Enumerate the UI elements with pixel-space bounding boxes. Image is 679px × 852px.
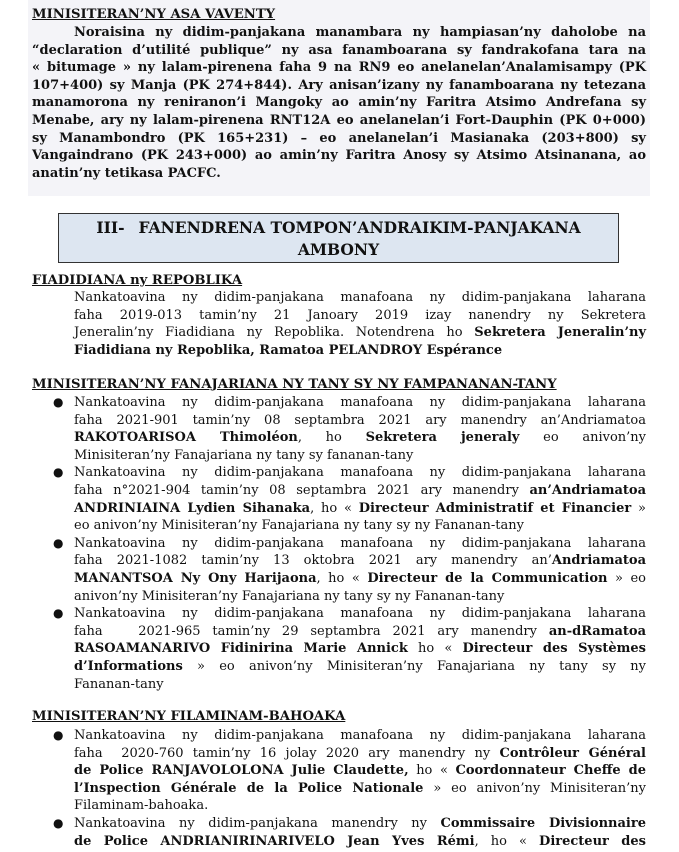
text-span: faha 2020-760 tamin’ny 16 jolay 2020 ary manendry ny: [74, 745, 491, 761]
bold-text: ANDRINIAINA Lydien Sihanaka: [74, 500, 311, 516]
bold-text: Contrôleur Général: [499, 745, 646, 761]
bullet-icon: ●: [53, 535, 64, 550]
text-line: Fananan-tany: [74, 676, 164, 692]
text-line: faha 2019-013 tamin’ny 21 Janoary 2019 izay nanendry ny Sekretera: [74, 307, 646, 323]
text-span: »: [638, 500, 646, 516]
list-item: [53, 815, 646, 850]
text-line: [74, 324, 646, 342]
text-span: » eo: [615, 570, 646, 586]
text-line: anivon’ny Minisiteran’ny Fanajariana ny tany sy ny Fananan-tany: [74, 588, 505, 604]
list-item: [53, 464, 646, 534]
text-line: 107+400) sy Manja (PK 274+844). Ary anisan’izany ny fanamboarana ny tetezana: [32, 77, 646, 93]
fanajariana-list: [53, 394, 647, 693]
bold-text: Directeur Administratif et Financier: [358, 500, 632, 516]
section-heading-box: [58, 213, 619, 263]
bullet-icon: ●: [53, 815, 64, 830]
filaminam-heading: MINISITERAN’NY FILAMINAM-BAHOAKA: [32, 709, 346, 724]
paragraph: [74, 289, 646, 359]
filaminam-list: [53, 727, 646, 850]
bullet-icon: ●: [53, 728, 64, 742]
bold-text: Directeur de la Communication: [367, 570, 608, 586]
bold-text: RAKOTOARISOA Thimoléon: [74, 430, 298, 446]
text-line: Nankatoavina ny didim-panjakana manafoana ny didim-panjakana laharana: [74, 728, 646, 743]
bold-text: Sekretera Jeneralin’ny: [474, 325, 646, 341]
bold-text: RASOAMANARIVO Fidinirina Marie Annick: [74, 641, 408, 657]
text-span: ho «: [416, 763, 448, 779]
bold-text: Sekretera jeneraly: [365, 430, 520, 446]
text-line: sy Manambondro (PK 165+231) – eo anelanelan’i Masianaka (203+800) sy: [32, 130, 646, 146]
text-span: , ho «: [310, 500, 352, 516]
bold-text: de Police RANJAVOLOLONA Julie Claudette,: [74, 763, 409, 779]
asa-vaventy-heading: MINISITERAN’NY ASA VAVENTY: [32, 7, 276, 22]
text-line: “declaration d’utilité publique” ny asa fanamboarana sy fandrakofana tara na: [32, 42, 646, 58]
list-item: [53, 727, 646, 815]
text-line: manamorona ny reniranon’i Mangoky ao amin’ny Faritra Atsimo Andrefana sy: [32, 95, 646, 111]
text-line: [74, 815, 646, 833]
text-line: Nankatoavina ny didim-panjakana manafoana ny didim-panjakana laharana: [74, 290, 646, 305]
asa-vaventy-paragraph: [32, 24, 646, 182]
bold-text: an’Andriamatoa: [529, 482, 646, 498]
text-line: Nankatoavina ny didim-panjakana manafoana ny didim-panjakana laharana: [74, 606, 646, 622]
text-line: Minisiteran’ny Fanajariana ny tany sy fananan-tany: [74, 447, 414, 463]
bold-text: an-dRamatoa: [548, 623, 646, 639]
bold-text: Andriamatoa: [551, 553, 646, 569]
text-line: [74, 429, 646, 447]
text-line: Filaminam-bahoaka.: [74, 798, 209, 814]
fiadidiana-heading: FIADIDIANA ny REPOBLIKA: [32, 273, 243, 288]
text-line: Menabe, ary ny lalam-pirenena RNT12A eo anelanelan’i Fort-Dauphin (PK 0+000): [32, 112, 646, 128]
text-line: [74, 552, 646, 570]
bold-text: Directeur des Systèmes: [462, 641, 646, 657]
text-line: Nankatoavina ny didim-panjakana manafoana ny didim-panjakana laharana: [74, 395, 646, 410]
text-line: faha 2021-901 tamin’ny 08 septambra 2021 ary manendry an’Andriamatoa: [74, 412, 646, 428]
text-line: [74, 342, 646, 360]
bold-text: Fiadidiana ny Repoblika, Ramatoa PELANDROY Espérance: [74, 342, 503, 358]
text-line: Nankatoavina ny didim-panjakana manafoana ny didim-panjakana laharana: [74, 465, 646, 481]
text-span: eo anivon’ny: [543, 430, 647, 446]
text-line: Nankatoavina ny didim-panjakana manafoana ny didim-panjakana laharana: [74, 535, 646, 551]
bullet-icon: ●: [53, 465, 64, 480]
fiadidiana-paragraph: [74, 289, 646, 359]
text-line: [74, 658, 646, 676]
text-line: « bitumage » ny lalam-pirenena faha 9 na RN9 eo anelanelan’Analamisampy (PK: [32, 60, 646, 76]
bold-text: Directeur des: [539, 833, 646, 849]
text-line: [74, 640, 646, 658]
text-span: faha n°2021-904 tamin’ny 08 septambra 2021 ary manendry: [74, 482, 519, 498]
bullet-icon: ●: [53, 606, 64, 621]
text-span: » eo anivon’ny Minisiteran’ny Fanajariana ny tany sy ny: [197, 658, 646, 674]
text-line: [74, 780, 646, 798]
list-item: [53, 394, 647, 464]
text-span: Jeneralin’ny Fiadidiana ny Repoblika. Notendrena ho: [74, 325, 463, 341]
text-span: Nankatoavina ny didim-panjakana manendry ny: [74, 815, 427, 831]
bold-text: Coordonnateur Cheffe de: [455, 763, 646, 779]
text-line: eo anivon’ny Minisiteran’ny Fanajariana ny tany sy ny Fananan-tany: [74, 518, 524, 534]
bullet-icon: ●: [53, 395, 64, 409]
text-line: [74, 570, 646, 588]
text-line: anatin’ny tetikasa PACFC.: [32, 165, 221, 181]
text-line: [74, 500, 646, 518]
text-line: Vangaindrano (PK 243+000) ao amin’ny Faritra Anosy sy Atsimo Atsinanana, ao: [32, 148, 646, 164]
list-item: [53, 535, 646, 605]
text-line: [74, 623, 646, 641]
fanajariana-heading: MINISITERAN’NY FANAJARIANA NY TANY SY NY FAMPANANAN-TANY: [32, 377, 557, 392]
text-line: Noraisina ny didim-panjakana manambara ny hampiasan’ny daholobe na: [74, 25, 646, 40]
text-span: » eo anivon’ny Minisiteran’ny: [433, 780, 646, 796]
bold-text: l’Inspection Générale de la Police Nationale: [74, 780, 424, 796]
text-span: , ho «: [474, 833, 527, 849]
text-line: [74, 482, 646, 500]
text-line: [74, 745, 646, 763]
text-line: [74, 833, 646, 851]
text-span: faha 2021-1082 tamin’ny 13 oktobra 2021 ary manendry an’: [74, 553, 552, 569]
text-span: , ho: [297, 430, 342, 446]
text-line: [74, 762, 646, 780]
section-title-line2: AMBONY: [297, 240, 380, 259]
bold-text: Commissaire Divisionnaire: [440, 815, 646, 831]
text-span: faha 2021-965 tamin’ny 29 septambra 2021 ary manendry: [74, 623, 537, 639]
text-span: ho «: [418, 641, 453, 657]
text-span: , ho «: [316, 570, 360, 586]
bold-text: de Police ANDRIANIRINARIVELO Jean Yves Rémi: [74, 833, 475, 849]
list-item: [53, 605, 646, 693]
section-number: III-: [96, 218, 125, 237]
bold-text: d’Informations: [74, 658, 183, 674]
section-title-line1: FANENDRENA TOMPON’ANDRAIKIM-PANJAKANA: [138, 218, 581, 237]
bold-text: MANANTSOA Ny Ony Harijaona: [74, 570, 317, 586]
